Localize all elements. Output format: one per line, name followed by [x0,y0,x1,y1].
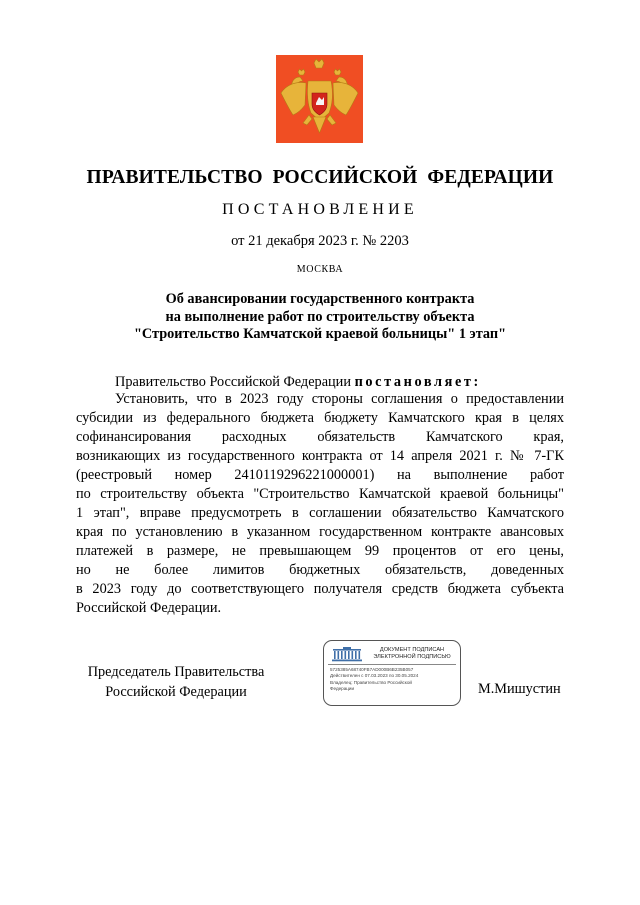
body-line: платежей в размере, не превышающем 99 процентов от его цены, [76,543,564,559]
double-headed-eagle-icon [276,55,363,143]
electronic-signature-stamp [323,640,461,706]
body-line: 1 этап", вправе предусмотреть в соглашении обязательство Камчатского [76,505,564,521]
document-type: ПОСТАНОВЛЕНИЕ [222,201,418,218]
stamp-title-line: ДОКУМЕНТ ПОДПИСАН [379,647,445,653]
body-line: софинансирования расходных обязательств Камчатского края, [76,429,564,445]
subject-line: на выполнение работ по строительству объекта [165,308,475,325]
government-building-icon [330,646,364,662]
stamp-validity: Действителен с 07.03.2023 по 30.05.2024 [330,673,419,679]
subject-line: Об авансировании государственного контракта [165,291,475,307]
body-line: возникающих из государственного контракта от 14 апреля 2021 г. № 7-ГК [76,448,564,464]
stamp-certificate: 5725385A68740FB7AD000B6B235B057 [330,667,414,672]
body-line: субсидии из федерального бюджета бюджету Камчатского края в целях [76,410,564,426]
preamble-text: Правительство Российской Федерации [115,374,355,390]
body-line: по строительству объекта "Строительство Камчатской краевой больницы" [76,486,564,502]
stamp-details [330,667,458,692]
body-line: но не более лимитов бюджетных обязательств, доведенных [76,562,564,578]
body-line: края по установлению в указанном государственном контракте авансовых [76,524,564,540]
stamp-divider [328,664,456,665]
stamp-owner: Владелец: Правительство Российской [330,679,412,685]
decree-word: постановляет: [354,374,481,390]
stamp-owner: Федерации [330,685,355,691]
signatory-position [76,662,276,702]
document-subject [0,291,640,344]
stamp-title [366,647,458,661]
signatory-position-line: Российской Федерации [105,684,247,700]
government-title: ПРАВИТЕЛЬСТВО РОССИЙСКОЙ ФЕДЕРАЦИИ [86,167,554,188]
stamp-title-line: ЭЛЕКТРОННОЙ ПОДПИСЬЮ [373,654,451,660]
decree-body [76,390,564,618]
body-line: Установить, что в 2023 году стороны соглашения о предоставлении [115,391,564,407]
signatory-position-line: Председатель Правительства [87,664,265,680]
document-date-number: от 21 декабря 2023 г. № 2203 [231,233,409,249]
state-emblem [276,55,363,143]
body-line: в 2023 году до соответствующего получателя средств бюджета субъекта [76,581,564,597]
preamble [115,374,481,391]
signatory-name: М.Мишустин [478,681,561,697]
document-city: МОСКВА [296,264,344,275]
body-line: Российской Федерации. [76,600,222,616]
body-line: (реестровый номер 2410119296221000001) на выполнение работ [76,467,564,483]
subject-line: "Строительство Камчатской краевой больницы" 1 этап" [133,326,507,342]
